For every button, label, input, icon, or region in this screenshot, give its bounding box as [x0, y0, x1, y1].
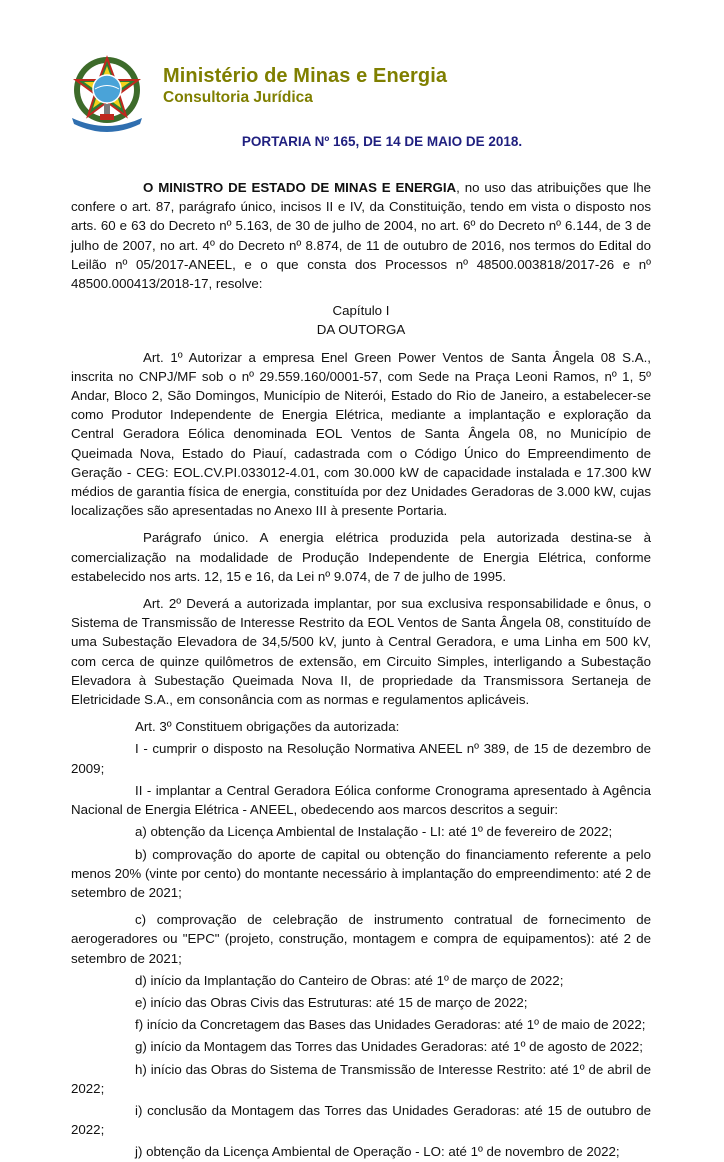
milestone-item: i) conclusão da Montagem das Torres das Unidades Geradoras: até 15 de outubro de 2022;: [71, 1102, 651, 1138]
milestone-item: g) início da Montagem das Torres das Unidades Geradoras: até 1º de agosto de 2022;: [135, 1039, 643, 1055]
brazil-coat-of-arms-icon: [64, 52, 150, 138]
preamble-text: , no uso das atribuições que lhe confere o art. 87, parágrafo único, incisos II e IV, da Constituição, tendo em vista o disposto nos arts. 60 e 63 do Decreto nº 5.163, de 30 de julho de 2004, no art. 6º do Decreto nº 6.144, de 3 de julho de 2007, no art. 4º do Decreto nº 8.874, de 11 de outubro de 2016, nos termos do Edital do Leilão nº 05/2017-ANEEL, e o que consta dos Processos nº 48500.003818/2017-26 e nº 48500.000413/2018-17, resolve:: [71, 180, 651, 292]
milestone-item: h) início das Obras do Sistema de Transmissão de Interesse Restrito: até 1º de abril de 2022;: [71, 1061, 651, 1096]
milestone-item: d) início da Implantação do Canteiro de Obras: até 1º de março de 2022;: [135, 972, 564, 988]
milestone-item: b) comprovação do aporte de capital ou obtenção do financiamento referente a pelo menos 20% (vinte por cento) do montante necessário à implantação do empreendimento: até 2 de setembro de 2021;: [71, 846, 651, 900]
letterhead-titles: [163, 64, 447, 108]
article-2: Art. 2º Deverá a autorizada implantar, por sua exclusiva responsabilidade e ônus, o Sistema de Transmissão de Interesse Restrito da EOL Ventos de Santa Ângela 08, constituído de uma Subestação Elevadora de 34,5/500 kV, junto à Central Geradora, e uma Linha em 500 kV, com cerca de quinze quilômetros de extensão, em Circuito Simples, interligando a Subestação Elevadora à Subestação Queimada Nova II, de propriedade da Transmissora Sertaneja de Eletricidade S.A., em consonância com as normas e regulamentos aplicáveis.: [71, 596, 651, 708]
chapter-heading: [71, 301, 651, 339]
document-title: PORTARIA Nº 165, DE 14 DE MAIO DE 2018.: [241, 134, 523, 149]
chapter-number: Capítulo I: [332, 303, 390, 319]
obligation-item: I - cumprir o disposto na Resolução Normativa ANEEL nº 389, de 15 de dezembro de 2009;: [71, 741, 651, 776]
milestone-item: j) obtenção da Licença Ambiental de Operação - LO: até 1º de novembro de 2022;: [135, 1144, 620, 1160]
chapter-title: DA OUTORGA: [316, 322, 406, 338]
preamble-authority: O MINISTRO DE ESTADO DE MINAS E ENERGIA: [143, 180, 457, 195]
ministry-name: Ministério de Minas e Energia: [163, 65, 448, 87]
preamble-paragraph: [71, 178, 651, 293]
letterhead: [64, 52, 664, 142]
milestone-item: c) comprovação de celebração de instrumento contratual de fornecimento de aerogeradores ou "EPC" (projeto, construção, montagem e compra de equipamentos): até 2 de setembro de 2021;: [71, 912, 651, 966]
obligation-item: II - implantar a Central Geradora Eólica conforme Cronograma apresentado à Agência Nacional de Energia Elétrica - ANEEL, obedecendo aos marcos descritos a seguir:: [71, 782, 651, 818]
article-1-paragraph-unico: Parágrafo único. A energia elétrica produzida pela autorizada destina-se à comercialização na modalidade de Produção Independente de Energia Elétrica, conforme estabelecido nos arts. 12, 15 e 16, da Lei nº 9.074, de 7 de julho de 1995.: [71, 530, 651, 584]
department-name: Consultoria Jurídica: [163, 89, 313, 106]
milestone-item: e) início das Obras Civis das Estruturas: até 15 de março de 2022;: [135, 994, 528, 1010]
document-body: [71, 178, 651, 1162]
article-1: Art. 1º Autorizar a empresa Enel Green Power Ventos de Santa Ângela 08 S.A., inscrita no CNPJ/MF sob o nº 29.559.160/0001-57, com Sede na Praça Leoni Ramos, nº 1, 5º Andar, Bloco 2, São Domingos, Município de Niterói, Estado do Rio de Janeiro, a estabelecer-se como Produtor Independente de Energia Elétrica, mediante a implantação e exploração da Central Geradora Eólica denominada EOL Ventos de Santa Ângela 08, no Município de Queimada Nova, Estado do Piauí, cadastrada com o Código Único do Empreendimento de Geração - CEG: EOL.CV.PI.033012-4.01, com 30.000 kW de capacidade instalada e 17.300 kW médios de garantia física de energia, constituída por dez Unidades Geradoras de 3.000 kW, cujas localizações são apresentadas no Anexo III à presente Portaria.: [71, 349, 651, 519]
milestone-item: a) obtenção da Licença Ambiental de Instalação - LI: até 1º de fevereiro de 2022;: [135, 824, 613, 840]
milestone-item: f) início da Concretagem das Bases das Unidades Geradoras: até 1º de maio de 2022;: [135, 1017, 646, 1033]
article-3: Art. 3º Constituem obrigações da autorizada:: [135, 719, 400, 735]
